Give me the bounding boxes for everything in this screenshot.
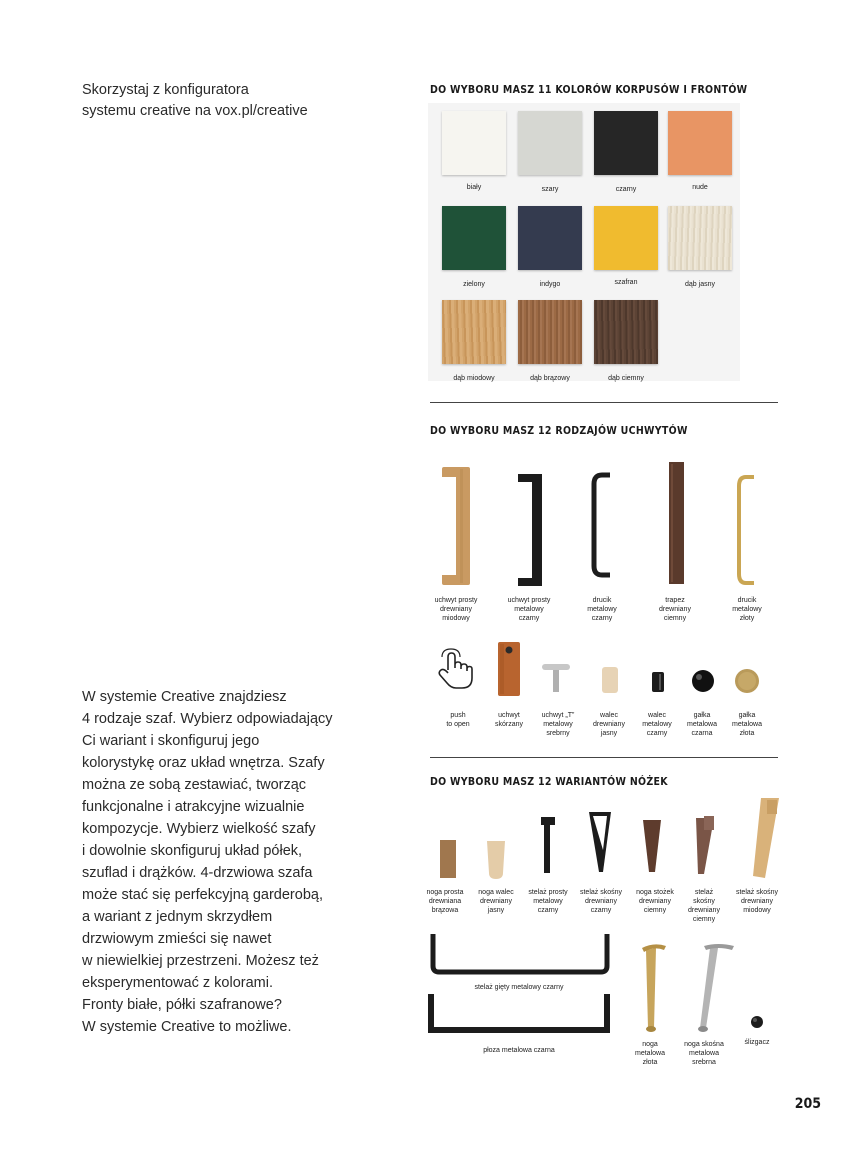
handle-caption: walec metalowy czarny xyxy=(642,712,672,737)
swatch-indygo xyxy=(518,206,582,270)
metal-runner-image xyxy=(426,992,612,1036)
leg-wood-dark-angled-image xyxy=(690,814,718,876)
frame-caption: płoza metalowa czarna xyxy=(483,1047,555,1054)
leg-metal-gold-image xyxy=(636,940,670,1036)
swatch-szary xyxy=(518,111,582,175)
body-line: Fronty białe, półki szafranowe? xyxy=(82,997,282,1013)
body-line: szuflad i drążków. 4-drzwiowa szafa xyxy=(82,865,313,881)
handle-metal-cylinder-image xyxy=(650,670,666,694)
legs-heading: DO WYBORU MASZ 12 WARIANTÓW NÓŻEK xyxy=(430,776,668,788)
body-line: kompozycje. Wybierz wielkość szafy xyxy=(82,821,316,837)
swatch-label: biały xyxy=(466,184,482,191)
knob-gold-image xyxy=(733,667,761,695)
body-line: W systemie Creative znajdziesz xyxy=(82,689,287,705)
knob-black-image xyxy=(690,668,716,694)
section-divider xyxy=(430,757,778,758)
body-line: można ze sobą zestawiać, tworząc xyxy=(82,777,307,793)
swatch-szafran xyxy=(594,206,658,270)
body-line: Ci wariant i skonfiguruj jego xyxy=(82,733,260,749)
body-line: funkcjonalne i atrakcyjne wizualnie xyxy=(82,799,305,815)
section-divider xyxy=(430,402,778,403)
leg-caption: stelaż skośny drewniany miodowy xyxy=(735,889,779,914)
leg-metal-silver-image xyxy=(690,940,738,1036)
intro-line: systemu creative na vox.pl/creative xyxy=(82,103,308,119)
leg-wood-black-angled-image xyxy=(586,810,614,874)
swatch-label: indygo xyxy=(539,281,561,288)
leg-caption: noga stożek drewniany ciemny xyxy=(636,889,674,914)
intro-line: Skorzystaj z konfiguratora xyxy=(82,82,249,98)
handle-leather-image xyxy=(496,640,522,698)
glider-image xyxy=(748,1013,766,1031)
swatch-label: dąb ciemny xyxy=(608,375,644,382)
handle-caption: uchwyt prosty drewniany miodowy xyxy=(434,597,478,622)
push-to-open-icon xyxy=(436,648,476,692)
body-line: drzwiowym zmieści się nawet xyxy=(82,931,272,947)
leg-caption: noga prosta drewniana brązowa xyxy=(426,889,464,914)
handle-caption: walec drewniany jasny xyxy=(593,712,625,737)
handle-caption: trapez drewniany ciemny xyxy=(659,597,691,622)
body-line: a wariant z jednym skrzydłem xyxy=(82,909,273,925)
leg-caption: ślizgacz xyxy=(744,1039,770,1046)
body-text xyxy=(82,686,382,1038)
leg-wood-honey-angled-image xyxy=(747,796,781,880)
swatch-bialy xyxy=(442,111,506,175)
swatch-dab-brazowy xyxy=(518,300,582,364)
leg-caption: stelaż skośny drewniany czarny xyxy=(579,889,623,914)
body-line: 4 rodzaje szaf. Wybierz odpowiadający xyxy=(82,711,333,727)
handle-caption: push to open xyxy=(446,712,470,728)
colors-heading: DO WYBORU MASZ 11 KOLORÓW KORPUSÓW I FRONTÓW xyxy=(430,84,748,96)
frame-caption: stelaż gięty metalowy czarny xyxy=(474,984,564,991)
swatch-zielony xyxy=(442,206,506,270)
leg-wood-cylinder-image xyxy=(484,837,508,881)
swatch-dab-jasny xyxy=(668,206,732,270)
leg-caption: stelaż prosty metalowy czarny xyxy=(528,889,568,914)
handle-caption: uchwyt prosty metalowy czarny xyxy=(507,597,551,622)
leg-caption: noga skośna metalowa srebrna xyxy=(684,1041,724,1066)
swatch-nude xyxy=(668,111,732,175)
handle-caption: uchwyt „T” metalowy srebrny xyxy=(541,712,575,737)
swatch-label: szary xyxy=(541,186,559,193)
handle-caption: drucik metalowy złoty xyxy=(732,597,762,622)
leg-wood-cone-image xyxy=(641,818,663,874)
leg-metal-straight-image xyxy=(538,815,558,875)
intro-text xyxy=(82,80,382,122)
body-line: kolorystykę oraz układ wnętrza. Szafy xyxy=(82,755,325,771)
handle-caption: drucik metalowy czarny xyxy=(587,597,617,622)
handle-wire-gold-image xyxy=(734,474,760,586)
page-number: 205 xyxy=(794,1096,821,1112)
handle-t-silver-image xyxy=(540,660,572,694)
swatch-label: czarny xyxy=(615,186,637,193)
body-line: eksperymentować z kolorami. xyxy=(82,975,273,991)
swatch-label: szafran xyxy=(614,279,638,286)
handle-caption: uchwyt skórzany xyxy=(494,712,523,728)
color-swatch-panel xyxy=(428,103,740,381)
handles-heading: DO WYBORU MASZ 12 RODZAJÓW UCHWYTÓW xyxy=(430,425,688,437)
swatch-czarny xyxy=(594,111,658,175)
swatch-label: zielony xyxy=(463,281,485,288)
handle-trapez-dark-image xyxy=(667,460,687,586)
leg-caption: stelaż skośny drewniany ciemny xyxy=(688,889,720,923)
body-line: i dowolnie skonfiguruj układ półek, xyxy=(82,843,303,859)
body-line: W systemie Creative to możliwe. xyxy=(82,1019,292,1035)
swatch-label: dąb miodowy xyxy=(453,375,495,382)
swatch-dab-miodowy xyxy=(442,300,506,364)
handle-wood-honey-image xyxy=(440,465,472,587)
handle-metal-black-image xyxy=(516,472,544,588)
handle-caption: gałka metalowa czarna xyxy=(687,712,717,737)
body-line: może stać się perfekcyjną garderobą, xyxy=(82,887,323,903)
swatch-label: dąb brązowy xyxy=(530,375,570,382)
leg-caption: noga walec drewniany jasny xyxy=(478,889,514,914)
swatch-dab-ciemny xyxy=(594,300,658,364)
bent-metal-frame-image xyxy=(428,930,612,976)
swatch-label: dąb jasny xyxy=(685,281,715,288)
handle-caption: gałka metalowa złota xyxy=(732,712,762,737)
leg-wood-brown-image xyxy=(438,838,458,880)
swatch-label: nude xyxy=(692,184,708,191)
handle-wood-cylinder-image xyxy=(600,665,620,695)
leg-caption: noga metalowa złota xyxy=(635,1041,665,1066)
body-line: w niewielkiej przestrzeni. Możesz też xyxy=(82,953,319,969)
handle-wire-black-image xyxy=(590,472,616,578)
